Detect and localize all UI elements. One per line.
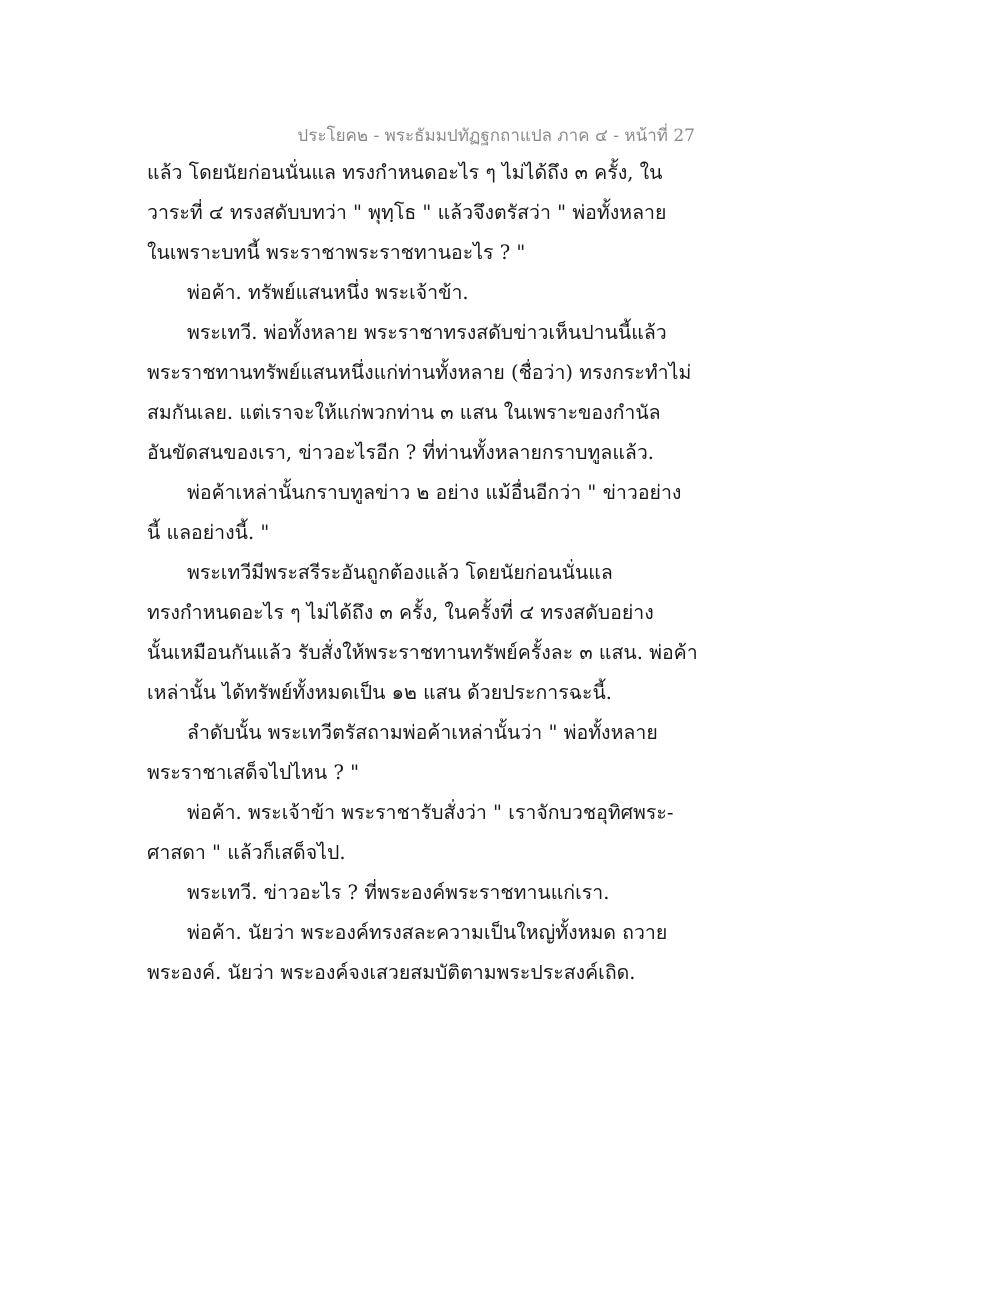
text-line: วาระที่ ๔ ทรงสดับบทว่า " พุทฺโธ " แล้วจึงตรัสว่า " พ่อทั้งหลาย	[147, 201, 667, 224]
text-line: เหล่านั้น ได้ทรัพย์ทั้งหมดเป็น ๑๒ แสน ด้วยประการฉะนี้.	[147, 681, 612, 704]
text-line: พระเทวีมีพระสรีระอันถูกต้องแล้ว โดยนัยก่อนนั่นแล	[187, 561, 613, 584]
text-line: ทรงกำหนดอะไร ๆ ไม่ได้ถึง ๓ ครั้ง, ในครั้งที่ ๔ ทรงสดับอย่าง	[147, 601, 654, 624]
text-line: พ่อค้า. ทรัพย์แสนหนึ่ง พระเจ้าข้า.	[187, 281, 469, 304]
text-line: พระราชาเสด็จไปไหน ? "	[147, 761, 360, 784]
text-line: พ่อค้า. พระเจ้าข้า พระราชารับสั่งว่า " เราจักบวชอุทิศพระ-	[187, 801, 674, 824]
text-line: ศาสดา " แล้วก็เสด็จไป.	[147, 841, 346, 864]
text-line: สมกันเลย. แต่เราจะให้แก่พวกท่าน ๓ แสน ในเพราะของกำนัล	[147, 401, 661, 424]
running-header: ประโยค๒ - พระธัมมปทัฏฐกถาแปล ภาค ๔ - หน้าที่ 27	[297, 126, 695, 146]
text-line: พระราชทานทรัพย์แสนหนึ่งแก่ท่านทั้งหลาย (ชื่อว่า) ทรงกระทำไม่	[147, 361, 692, 384]
text-line: พระองค์. นัยว่า พระองค์จงเสวยสมบัติตามพระประสงค์เถิด.	[147, 961, 636, 984]
text-line: แล้ว โดยนัยก่อนนั่นแล ทรงกำหนดอะไร ๆ ไม่ได้ถึง ๓ ครั้ง, ใน	[147, 161, 663, 184]
text-line: พ่อค้าเหล่านั้นกราบทูลข่าว ๒ อย่าง แม้อื่นอีกว่า " ข่าวอย่าง	[187, 481, 682, 504]
text-line: ลำดับนั้น พระเทวีตรัสถามพ่อค้าเหล่านั้นว่า " พ่อทั้งหลาย	[187, 721, 658, 744]
text-line: นั้นเหมือนกันแล้ว รับสั่งให้พระราชทานทรัพย์ครั้งละ ๓ แสน. พ่อค้า	[147, 641, 698, 664]
text-line: พระเทวี. ข่าวอะไร ? ที่พระองค์พระราชทานแก่เรา.	[187, 881, 610, 904]
text-line: อันขัดสนของเรา, ข่าวอะไรอีก ? ที่ท่านทั้งหลายกราบทูลแล้ว.	[147, 441, 654, 464]
text-line: พระเทวี. พ่อทั้งหลาย พระราชาทรงสดับข่าวเห็นปานนี้แล้ว	[187, 321, 667, 344]
text-line: ในเพราะบทนี้ พระราชาพระราชทานอะไร ? "	[147, 241, 526, 264]
body-text	[147, 153, 707, 993]
text-line: นี้ แลอย่างนี้. "	[147, 521, 270, 544]
text-line: พ่อค้า. นัยว่า พระองค์ทรงสละความเป็นใหญ่ทั้งหมด ถวาย	[187, 921, 668, 944]
